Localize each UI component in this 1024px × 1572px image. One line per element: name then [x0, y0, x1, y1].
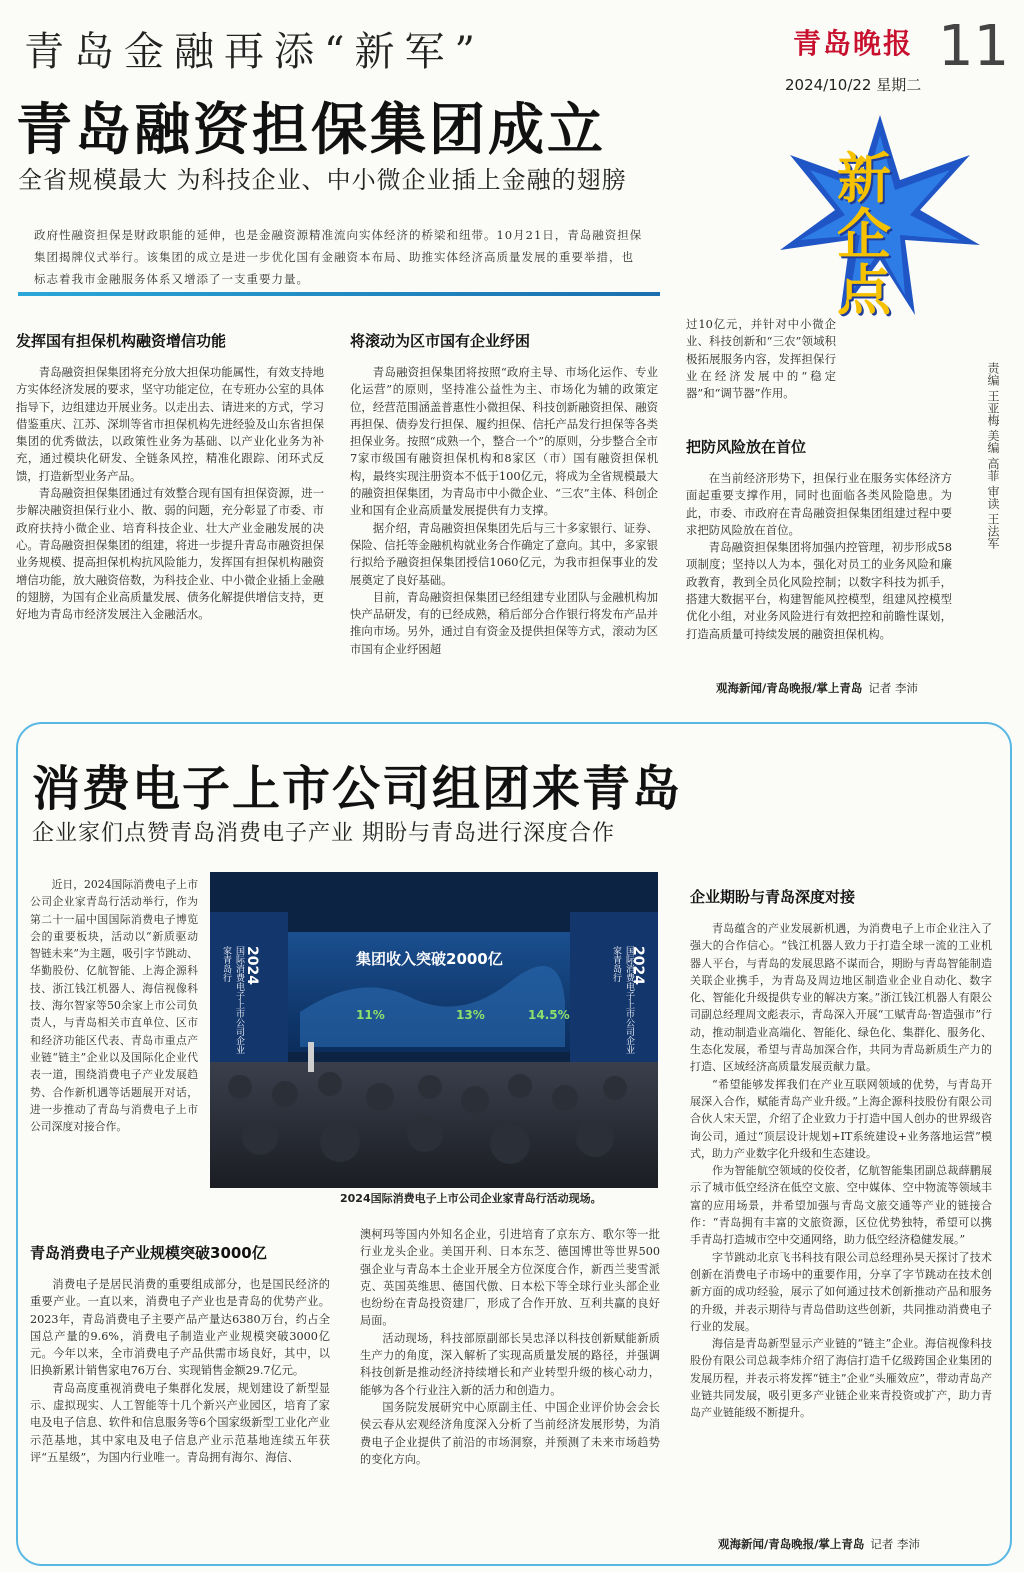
paragraph: 青岛融资担保集团将按照“政府主导、市场化运作、专业化运营”的原则，坚持准公益性为主、市场化为辅的政策定位，经营范围涵盖普惠性小微担保、科技创新融资担保、融资再担保、债券发行担保、履约担保、信托产品发行担保等各类担保业务。按照“成熟一个，整合一个”的原则，分步整合全市7家市级国有融资担保机构和8家区（市）国有融资担保机构，最终实现注册资本不低于100亿元，将成为全省规模最大的融资担保集团，为青岛市中小微企业、“三农”主体、科创企业和国有企业高质量发展提供有力支撑。	[350, 365, 658, 518]
article1-section1-title: 发挥国有担保机构融资增信功能	[16, 332, 227, 350]
banner-year-left: 2024	[244, 946, 260, 985]
article2-intro	[30, 876, 198, 1135]
paragraph: “希望能够发挥我们在产业互联网领域的优势，与青岛开展深入合作，赋能青岛产业升级。”上海企源科技股份有限公司合伙人宋天罡，介绍了企业致力于打造中国人创办的世界级咨询公司，通过“顶层设计规划+IT系统建设+业务落地运营”模式，助力产业数字化升级和生态建设。	[690, 1077, 992, 1160]
banner-text-right: 国际消费电子上市公司企业家青岛行	[611, 946, 634, 1054]
article1-byline	[716, 680, 918, 696]
paragraph: 近日，2024国际消费电子上市公司企业家青岛行活动举行，作为第二十一届中国国际消费电子博览会的重要板块，活动以“新质驱动 智链未来”为主题，吸引字节跳动、华勤股份、亿航智能、上海企源科技、浙江钱江机器人、海信视像科技、海尔智家等50余家上市公司负责人，与青岛相关市直单位、区市和经济功能区代表、青岛市重点产业链“链主”企业以及国际化企业代表一道，围绕消费电子产业发展趋势、合作新机遇等话题展开对话，进一步推动了青岛与消费电子上市公司深度对接合作。	[30, 878, 198, 1134]
paragraph: 国务院发展研究中心原副主任、中国企业评价协会会长侯云春从宏观经济角度深入分析了当前经济发展形势，为消费电子企业提供了前沿的市场洞察，并预测了未来市场趋势的变化方向。	[360, 1400, 660, 1466]
paragraph: 青岛融资担保集团将充分放大担保功能属性，有效支持地方实体经济发展的要求，坚守功能定位，在专班办公室的具体指导下，边组建边开展业务。以走出去、请进来的方式，学习借鉴重庆、江苏、深圳等省市担保机构先进经验及山东省担保集团的优秀做法，以政策性业务为基础、以产业化业务为补充，通过模块化研发、全链条风控，精准化跟踪、闭环式反馈，打造新型业务产品。	[16, 365, 324, 483]
badge-text: 新企点	[837, 146, 891, 322]
issue-date: 2024/10/22 星期二	[785, 76, 922, 94]
paragraph: 青岛蕴含的产业发展新机遇，为消费电子上市企业注入了强大的合作信心。“钱江机器人致力于打造全球一流的工业机器人平台，与青岛的发展思路不谋而合，期盼与青岛智能制造关联企业携手，为青岛及周边地区制造业企业自动化、数字化、智能化升级提供专业的解决方案。”浙江钱江机器人有限公司副总经理周文彪表示，青岛深入开展“工赋青岛·智造强市”行动，推动制造业高端化、智能化、绿色化、集群化、服务化、生态化发展，希望与青岛加深合作，共同为青岛新质生产力的打造、区域经济高质量发展贡献力量。	[690, 922, 992, 1074]
paragraph: 活动现场，科技部原副部长吴忠泽以科技创新赋能新质生产力的角度，深入解析了实现高质量发展的路径，并强调科技创新是推动经济持续增长和产业转型升级的核心动力，能够为各个行业注入新的活力和创造力。	[360, 1331, 660, 1397]
paragraph: 海信是青岛新型显示产业链的“链主”企业。海信视像科技股份有限公司总裁李炜介绍了海信打造千亿级跨国企业集团的发展历程，并表示将发挥“链主”企业“头雁效应”，带动青岛产业链共同发展，吸引更多产业链企业来青投资或扩产，助力青岛产业链能级不断提升。	[690, 1337, 992, 1420]
paragraph: 作为智能航空领域的佼佼者，亿航智能集团副总裁薛鹏展示了城市低空经济在低空文旅、空中媒体、空中物流等领域丰富的应用场景，并希望加强与青岛文旅交通等产业的链接合作：“青岛拥有丰富的文旅资源，区位优势独特，希望可以携手青岛打造城市空中交通网络，助力低空经济稳健发展。”	[690, 1164, 992, 1247]
divider-rule	[18, 292, 660, 296]
article2-headline: 消费电子上市公司组团来青岛	[32, 761, 683, 817]
article1-lead: 政府性融资担保是财政职能的延伸，也是金融资源精准流向实体经济的桥梁和纽带。10月21日，青岛融资担保集团揭牌仪式举行。该集团的成立是进一步优化国有金融资本布局、助推实体经济高质量发展的重要举措，也标志着我市金融服务体系又增添了一支重要力量。	[34, 228, 643, 286]
paragraph: 澳柯玛等国内外知名企业，引进培育了京东方、歌尔等一批行业龙头企业。美国开利、日本东芝、德国博世等世界500强企业与青岛本土企业开展全方位深度合作，新西兰斐雪派克、英国英维思、德国代傲、日本松下等全球行业头部企业也纷纷在青岛投资建厂，形成了合作开放、互利共赢的良好局面。	[360, 1228, 660, 1328]
screen-stat-2: 13%	[456, 1008, 485, 1022]
screen-title: 集团收入突破2000亿	[356, 950, 503, 968]
article1-column-3	[686, 470, 952, 643]
page-number: 11	[938, 14, 1010, 79]
paragraph: 消费电子是居民消费的重要组成部分，也是国民经济的重要产业。一直以来，消费电子产业也是青岛的优势产业。2023年，青岛消费电子主要产品产量达6380万台，约占全国总产量的9.6%，消费电子制造业产业规模突破3000亿元。今年以来，全市消费电子产品供需市场良好，其中，以旧换新累计销售家电76万台、实现销售金额29.7亿元。	[30, 1278, 330, 1378]
article1-column-3-continued	[686, 316, 836, 402]
paragraph: 在当前经济形势下，担保行业在服务实体经济方面起重要支撑作用，同时也面临各类风险隐患。为此，市委、市政府在青岛融资担保集团组建过程中要求把防风险放在首位。	[686, 471, 952, 537]
byline-reporter: 记者 李沛	[870, 1537, 921, 1551]
newspaper-logo: 青岛晚报	[793, 27, 914, 60]
paragraph: 据介绍，青岛融资担保集团先后与三十多家银行、证券、保险、信托等金融机构就业务合作确定了意向。其中，多家银行拟给予融资担保集团授信1060亿元，为我市担保事业的发展奠定了良好基础。	[350, 520, 658, 587]
paragraph: 过10亿元，并针对中小微企业、科技创新和“三农”领域积极拓展服务内容，发挥担保行业在经济发展中的“稳定器”和“调节器”作用。	[686, 317, 836, 401]
screen-stat-3: 14.5%	[528, 1008, 570, 1022]
article1-headline: 青岛融资担保集团成立	[16, 98, 606, 163]
photo-caption: 2024国际消费电子上市公司企业家青岛行活动现场。	[340, 1192, 602, 1205]
article1-column-1	[16, 364, 324, 623]
article2-section2-title: 企业期盼与青岛深度对接	[690, 888, 856, 906]
section-badge	[775, 110, 985, 320]
paragraph: 目前，青岛融资担保集团已经组建专业团队与金融机构加快产品研发，有的已经成熟，稍后部分合作银行将发布产品并推向市场。另外，通过自有资金及提供担保等方式，滚动为区市国有企业纾困超	[350, 589, 658, 656]
screen-stat-1: 11%	[356, 1008, 385, 1022]
byline-reporter: 记者 李沛	[868, 681, 919, 695]
article2-column-1	[30, 1276, 330, 1466]
article2-column-2	[360, 1226, 660, 1468]
article1-kicker: 青岛金融再添“新军”	[24, 29, 485, 75]
article1-section2-title: 将滚动为区市国有企业纾困	[350, 332, 531, 350]
paragraph: 字节跳动北京飞书科技有限公司总经理孙昊天探讨了技术创新在消费电子市场中的重要作用，分享了字节跳动在技术创新方面的成功经验，展示了如何通过技术创新推动产品和服务的升级，并表示期待与青岛借助这些创新，共同推动消费电子行业的发展。	[690, 1250, 992, 1333]
article1-section3-title: 把防风险放在首位	[686, 438, 807, 456]
event-photo	[210, 872, 658, 1188]
paragraph: 青岛高度重视消费电子集群化发展，规划建设了新型显示、虚拟现实、人工智能等十几个新兴产业园区，培育了家电及电子信息、软件和信息服务等6个国家级新型工业化产业示范基地，其中家电及电子信息产业示范基地连续五年获评“五星级”，为国内行业唯一。青岛拥有海尔、海信、	[30, 1381, 330, 1464]
event-photo-graphic	[210, 872, 658, 1188]
staff-credits: 责编 王亚梅 美编 高菲 审读 王法军	[986, 362, 1000, 550]
article2-column-3	[690, 920, 992, 1422]
byline-org: 观海新闻/青岛晚报/掌上青岛	[718, 1537, 865, 1551]
banner-year-right: 2024	[630, 946, 646, 985]
banner-text-left: 国际消费电子上市公司企业家青岛行	[221, 946, 244, 1054]
article1-column-2	[350, 364, 658, 658]
article2-section1-title: 青岛消费电子产业规模突破3000亿	[30, 1244, 267, 1262]
article1-subhead: 全省规模最大 为科技企业、中小微企业插上金融的翅膀	[18, 166, 627, 194]
article2-subhead: 企业家们点赞青岛消费电子产业 期盼与青岛进行深度合作	[32, 821, 615, 846]
article2-byline	[718, 1536, 920, 1552]
paragraph: 青岛融资担保集团将加强内控管理，初步形成58项制度；坚持以人为本，强化对员工的业务风险和廉政教育，教到全员化风险控制；以数字科技为抓手，搭建大数据平台，构建智能风控模型，组建风控模型优化小组，对业务风险进行有效把控和前瞻性谋划，打造高质量可持续发展的融资担保机构。	[686, 540, 952, 641]
paragraph: 青岛融资担保集团通过有效整合现有国有担保资源，进一步解决融资担保行业小、散、弱的问题，充分彰显了市委、市政府扶持小微企业、培育科技企业、壮大产业金融发展的决心。青岛融资担保集团的组建，将进一步提升青岛市融资担保业务规模、提高担保机构抗风险能力，发挥国有担保机构融资增信功能，放大融资倍数，为科技企业、中小微企业插上金融的翅膀，为国有企业高质量发展、债务化解提供增信支持，更好地为青岛市经济发展注入金融活水。	[16, 486, 324, 622]
byline-org: 观海新闻/青岛晚报/掌上青岛	[716, 681, 863, 695]
